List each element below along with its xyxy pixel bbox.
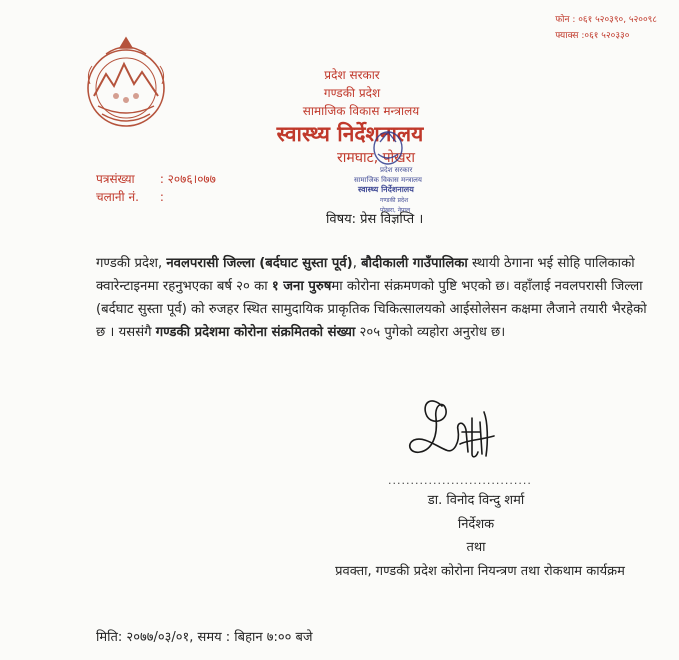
letterhead-office: स्वास्थ्य निर्देशनालय bbox=[276, 122, 424, 146]
body-bold-district: नवलपरासी जिल्ला (बर्दघाट सुस्ता पूर्व) bbox=[166, 256, 353, 271]
signature-dots: ................................ bbox=[388, 474, 532, 487]
chalani-label: चलानी नं. bbox=[96, 190, 139, 204]
body-bold-case: १ जना पुरुष bbox=[271, 279, 332, 294]
press-release-body bbox=[96, 252, 652, 344]
stamp-line-4: गण्डकी प्रदेश bbox=[380, 197, 409, 204]
letterhead-location: रामघाट, पोखरा bbox=[337, 150, 415, 166]
body-paragraph bbox=[96, 252, 652, 344]
chalani-number bbox=[96, 188, 164, 205]
body-segment: २०५ पुगेको व्यहोरा अनुरोध छ। bbox=[355, 325, 506, 340]
stamp-line-1: प्रदेश सरकार bbox=[380, 166, 413, 174]
stamp-line-5: पोखरा, नेपाल bbox=[380, 207, 411, 214]
contact-fax: फ्याक्स :०६१ ५२०३३० bbox=[555, 31, 630, 41]
signatory-designation: निर्देशक bbox=[457, 517, 495, 532]
stamp-line-2: सामाजिक विकास मन्त्रालय bbox=[354, 176, 422, 184]
patra-value: : २०७६।०७७ bbox=[159, 172, 216, 186]
office-stamp-icon bbox=[336, 120, 456, 220]
body-segment: स्थायी ठेगाना भई सोहि पालिकाको क्वारेन्टाइनमा रहनुभएका बर्ष २० का bbox=[96, 256, 635, 294]
letterhead-line-3: सामाजिक विकास मन्त्रालय bbox=[302, 104, 420, 118]
patra-sankhya bbox=[96, 170, 216, 187]
patra-label: पत्रसंख्या bbox=[96, 172, 135, 186]
subject-line: विषय: प्रेस विज्ञप्ति । bbox=[326, 212, 424, 227]
nepal-emblem-icon bbox=[76, 34, 176, 134]
body-bold-municipality: बौदीकाली गाउँपालिका bbox=[361, 256, 468, 271]
signatory-name: डा. विनोद विन्दु शर्मा bbox=[427, 493, 525, 508]
body-segment: , bbox=[352, 256, 362, 271]
contact-phone: फोन : ०६१ ५२०३९०, ५२००९८ bbox=[555, 15, 657, 25]
letterhead-line-2: गण्डकी प्रदेश bbox=[323, 86, 381, 100]
letterhead-line-1: प्रदेश सरकार bbox=[324, 68, 380, 82]
date-time: मिति: २०७७/०३/०१, समय : बिहान ७:०० बजे bbox=[96, 630, 313, 645]
signatory-role: प्रवक्ता, गण्डकी प्रदेश कोरोना नियन्त्रण तथा रोकथाम कार्यक्रम bbox=[335, 564, 625, 579]
body-segment: मा कोरोना संक्रमणको पुष्टि भएको छ। वहाँलाई नवलपरासी जिल्ला (बर्दघाट सुस्ता पूर्व) को रुजहर स्थित सामुदायिक प्राकृतिक चिकित्सालयको आईसोलेसन कक्षमा लैजाने तयारी भैरहेको छ । यससंगै bbox=[96, 279, 647, 340]
body-segment: गण्डकी प्रदेश, bbox=[96, 256, 167, 271]
chalani-value: : bbox=[159, 190, 164, 204]
contact-info bbox=[555, 12, 657, 44]
signature-icon bbox=[402, 392, 512, 470]
body-bold-total: गण्डकी प्रदेशमा कोरोना संक्रमितको संख्या bbox=[155, 325, 356, 340]
signatory-conjunction: तथा bbox=[466, 540, 486, 555]
stamp-line-3: स्वास्थ्य निर्देशनालय bbox=[358, 185, 414, 194]
